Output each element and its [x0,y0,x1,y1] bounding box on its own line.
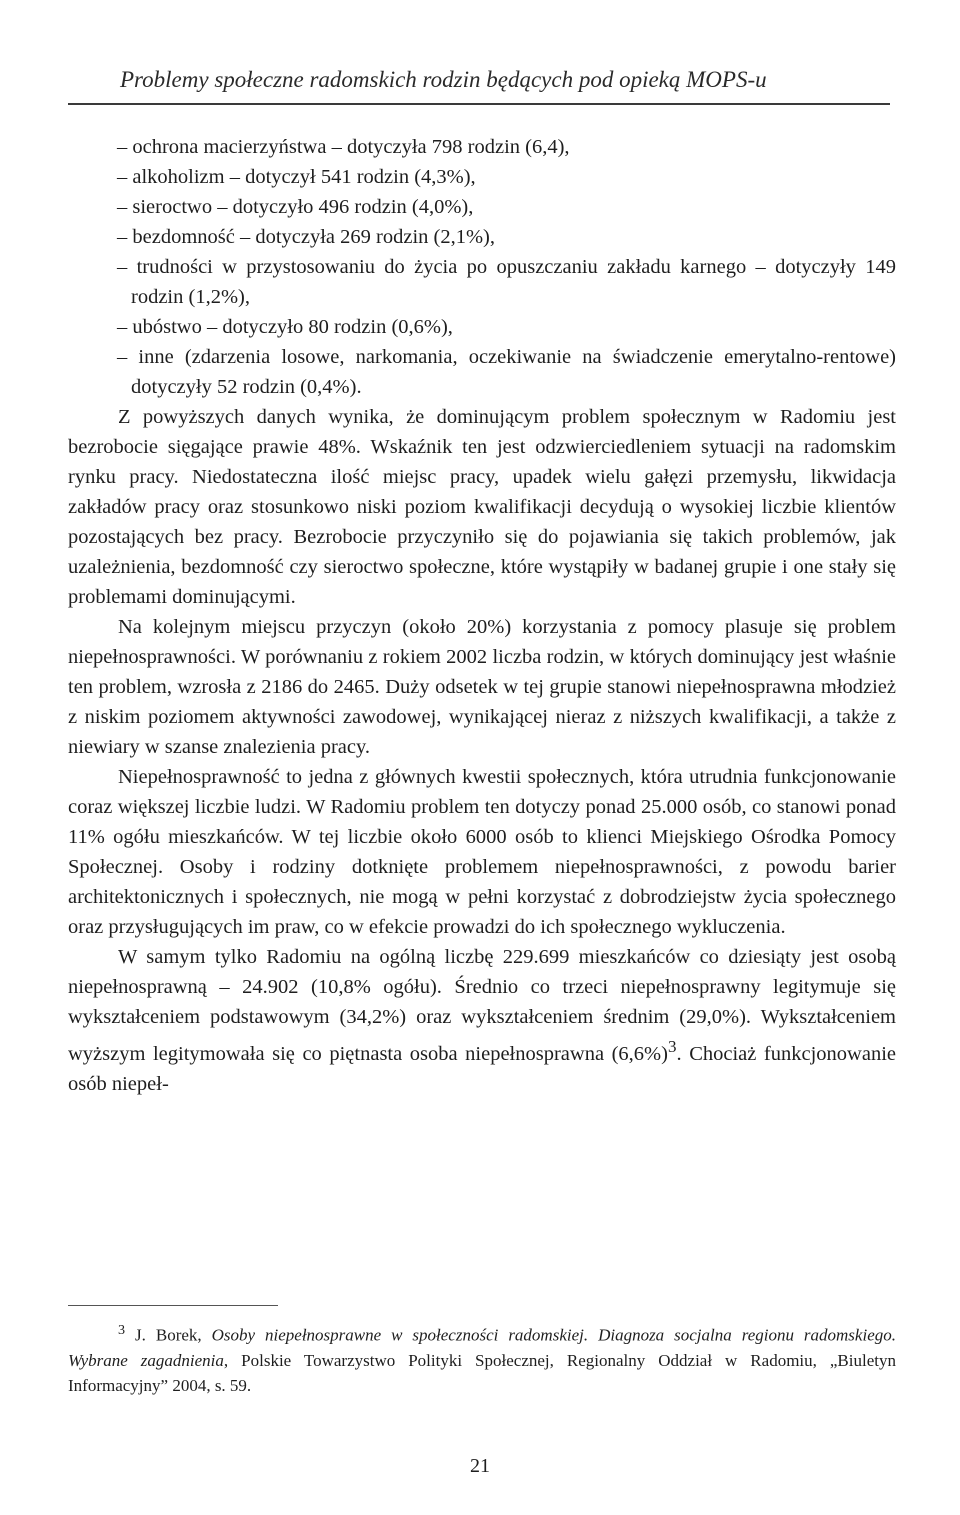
list-item: – bezdomność – dotyczyła 269 rodzin (2,1%), [117,226,496,248]
paragraph-text: W samym tylko Radomiu na ogólną liczbę 229.699 mieszkańców co dziesiąty jest osobą niepełnosprawną – 24.902 (10,8% ogółu). Średnio co trzeci niepełnosprawny legitymuje się wykształceniem podstawowym (34,2%) oraz wykształceniem średnim (29,0%). Wykształceniem wyższym legitymowała się co piętnasta osoba niepełnosprawna (6,6%) [68,946,896,1065]
footnote-marker: 3 [118,1322,126,1338]
footnote-rule [68,1305,278,1306]
footnote-reference: 3 [667,1037,677,1056]
running-header: Problemy społeczne radomskich rodzin będących pod opieką MOPS-u [120,67,767,92]
header-rule [68,103,890,105]
paragraph-tail: . Chociaż funkcjonowanie osób niepeł- [68,1042,896,1095]
list-item: – ubóstwo – dotyczyło 80 rodzin (0,6%), [117,316,453,338]
list-item: – sieroctwo – dotyczyło 496 rodzin (4,0%), [117,196,474,218]
problem-list [68,132,896,402]
page-number: 21 [470,1455,490,1477]
body-text [68,132,896,1099]
list-item: – ochrona macierzyństwa – dotyczyła 798 rodzin (6,4), [117,136,570,158]
footnote-author: J. Borek, [135,1325,212,1345]
list-item: – inne (zdarzenia losowe, narkomania, oczekiwanie na świadczenie emerytalno-rentowe) dotyczyły 52 rodzin (0,4%). [117,346,896,398]
paragraph-last [68,942,896,1099]
paragraph: Z powyższych danych wynika, że dominującym problem społecznym w Radomiu jest bezrobocie sięgające prawie 48%. Wskaźnik ten jest odzwierciedleniem sytuacji na radomskim rynku pracy. Niedostateczna ilość miejsc pracy, upadek wielu gałęzi przemysłu, likwidacja zakładów pracy oraz stosunkowo niski poziom kwalifikacji decydują o wysokiej liczbie klientów pozostających bez pracy. Bezrobocie przyczyniło się do pojawiania się takich problemów, jak uzależnienia, bezdomność czy sieroctwo społeczne, które wystąpiły w badanej grupie i one stały się problemami dominującymi. [68,406,896,608]
footnote-title: Osoby niepełnosprawne w społeczności radomskiej. Diagnoza socjalna regionu radomskiego. Wybrane zagadnienia [68,1325,896,1370]
footnote [68,1318,896,1398]
paragraph: Na kolejnym miejscu przyczyn (około 20%) korzystania z pomocy plasuje się problem niepełnosprawności. W porównaniu z rokiem 2002 liczba rodzin, w których dominujący jest właśnie ten problem, wzrosła z 2186 do 2465. Duży odsetek w tej grupie stanowi niepełnosprawna młodzież z niskim poziomem aktywności zawodowej, wynikającej nieraz z niższych kwalifikacji, a także z niewiary w szanse znalezienia pracy. [68,616,896,758]
list-item: – alkoholizm – dotyczył 541 rodzin (4,3%), [117,166,476,188]
paragraph: Niepełnosprawność to jedna z głównych kwestii społecznych, która utrudnia funkcjonowanie coraz większej liczbie ludzi. W Radomiu problem ten dotyczy ponad 25.000 osób, co stanowi ponad 11% ogółu mieszkańców. W tej liczbie około 6000 osób to klienci Miejskiego Ośrodka Pomocy Społecznej. Osoby i rodziny dotknięte problemem niepełnosprawności, z powodu barier architektonicznych i społecznych, nie mogą w pełni korzystać z dobrodziejstw życia społecznego oraz przysługujących im praw, co w efekcie prowadzi do ich społecznego wykluczenia. [68,766,896,938]
list-item: – trudności w przystosowaniu do życia po opuszczaniu zakładu karnego – dotyczyły 149 rodzin (1,2%), [117,256,896,308]
footnote-publication: , Polskie Towarzystwo Polityki Społecznej, Regionalny Oddział w Radomiu, „Biuletyn Informacyjny” 2004, s. 59. [68,1350,896,1395]
